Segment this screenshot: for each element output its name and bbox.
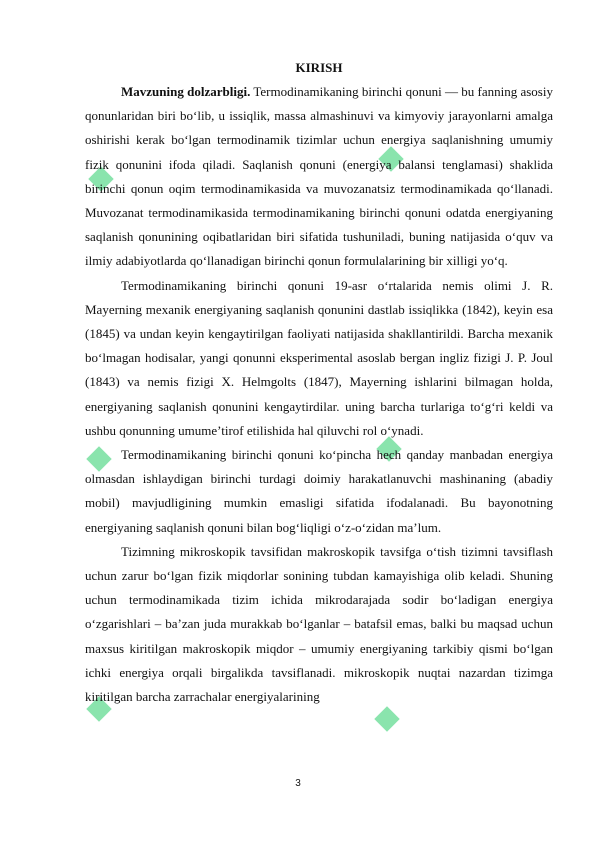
page-number: 3	[295, 778, 301, 789]
paragraph-text: Termodinamikaning birinchi qonuni ko‘pincha hech qanday manbadan energiya olmasdan ishlaydigan birinchi turdagi doimiy harakatlanuvchi mashinaning (abadiy mobil) mavjudligining mumkin emasligi sifatida ifodalanadi. Bu bayonotning energiyaning saqlanish qonuni bilan bog‘liqligi o‘z-o‘zidan ma’lum.	[85, 447, 553, 535]
paragraph	[85, 443, 553, 540]
paragraph	[85, 274, 553, 443]
paragraph-text: Termodinamikaning birinchi qonuni 19-asr o‘rtalarida nemis olimi J. R. Mayerning mexanik energiyaning saqlanish qonunini dastlab issiqlikka (1842), keyin esa (1845) va undan keyin kengaytirilgan faoliyati natijasida shakllantirildi. Barcha mexanik bo‘lmagan hodisalar, yangi qonunni eksperimental asoslab bergan ingliz fizigi J. P. Joul (1843) va nemis fizigi X. Helmgolts (1847), Mayerning ishlarini bilmagan holda, energiyaning saqlanish qonunini kengaytirdilar. uning barcha turlariga to‘g‘ri keldi va ushbu qonunning umume’tirof etilishida hal qiluvchi rol o‘ynadi.	[85, 277, 553, 438]
paragraph	[85, 80, 553, 274]
paragraph	[85, 540, 553, 709]
paragraph-text: Tizimning mikroskopik tavsifidan makroskopik tavsifga o‘tish tizimni tavsiflash uchun zarur bo‘lgan fizik miqdorlar sonining tubdan kamayishiga olib keladi. Shuning uchun termodinamikada tizim ichida mikrodarajada sodir bo‘ladigan energiya o‘zgarishlari – ba’zan juda murakkab bo‘lganlar – batafsil emas, balki bu maqsad uchun maxsus kiritilgan makroskopik miqdor – umumiy energiyaning tarkibiy qismi bo‘lgan ichki energiya orqali birgalikda tavsiflanadi. mikroskopik nuqtai nazardan tizimga kiritilgan barcha zarrachalar energiyalarining	[85, 543, 553, 705]
page-title: KIRISH	[295, 60, 343, 75]
watermark-mark	[374, 706, 399, 731]
paragraph-text: Termodinamikaning birinchi qonuni — bu fanning asosiy qonunlaridan biri bo‘lib, u issiqlik, massa almashinuvi va kimyoviy jarayonlarni amalga oshirishi kerak bo‘lgan termodinamik tizimlar uchun energiya saqlanishning umumiy fizik qonunini ifoda qiladi. Saqlanish qonuni (energiya balansi tenglamasi) shaklida birinchi qonun oqim termodinamikasida va muvozanatsiz termodinamikada qo‘llanadi. Muvozanat termodinamikasida termodinamikaning birinchi qonuni odatda energiyaning saqlanish qonunining oqibatlaridan biri sifatida tushuniladi, buning natijasida o‘quv va ilmiy adabiyotlarda qo‘llanadigan birinchi qonun formulalarining bir xilligi yo‘q.	[85, 84, 553, 269]
paragraph-lead: Mavzuning dolzarbligi.	[121, 84, 251, 99]
document-page	[85, 56, 553, 709]
